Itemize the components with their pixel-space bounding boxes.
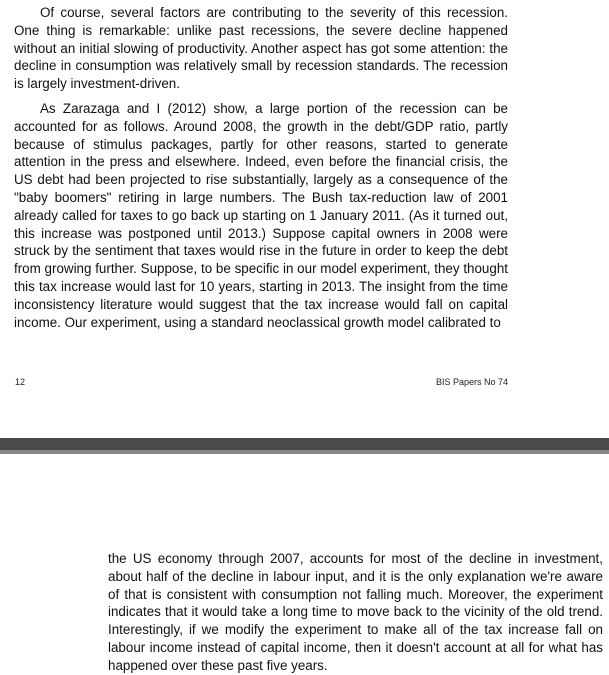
document-page-bottom xyxy=(0,454,609,673)
page-number: 12 xyxy=(15,377,26,387)
paragraph-continuation: the US economy through 2007, accounts for most of the decline in investment, about half of the decline in labour input, and it is the only explanation we're aware of that is consistent with consumption not falling much. Moreover, the experiment indicates that it would take a long time to move back to the vicinity of the old trend. Interestingly, if we modify the experiment to make all of the tax increase fall on labour income instead of capital income, then it doesn't account at all for what has happened over these past five years. xyxy=(108,551,603,673)
footer-source: BIS Papers No 74 xyxy=(435,377,508,387)
page-separator xyxy=(0,438,609,454)
paragraph-zarazaga-experiment: As Zarazaga and I (2012) show, a large portion of the recession can be accounted for as follows. Around 2008, the growth in the debt/GDP ratio, partly because of stimulus packages, partly for other reasons, started to generate attention in the press and elsewhere. Indeed, even before the financial crisis, the US debt had been projected to rise substantially, largely as a consequence of the "baby boomers" retiring in large numbers. The Bush tax-reduction law of 2001 already called for taxes to go back up starting on 1 January 2011. (As it turned out, this increase was postponed until 2013.) Suppose capital owners in 2008 were struck by the sentiment that taxes would rise in the future in order to keep the debt from growing further. Suppose, to be specific in our model experiment, they thought this tax increase would last for 10 years, starting in 2013. The insight from the time inconsistency literature would suggest that the tax increase would fall on capital income. Our experiment, using a standard neoclassical growth model calibrated to xyxy=(14,101,508,330)
paragraph-recession-factors: Of course, several factors are contributing to the severity of this recession. One thing is remarkable: unlike past recessions, the severe decline happened without an initial slowing of productivity. Another aspect has got some attention: the decline in consumption was relatively small by recession standards. The recession is largely investment-driven. xyxy=(14,5,508,92)
